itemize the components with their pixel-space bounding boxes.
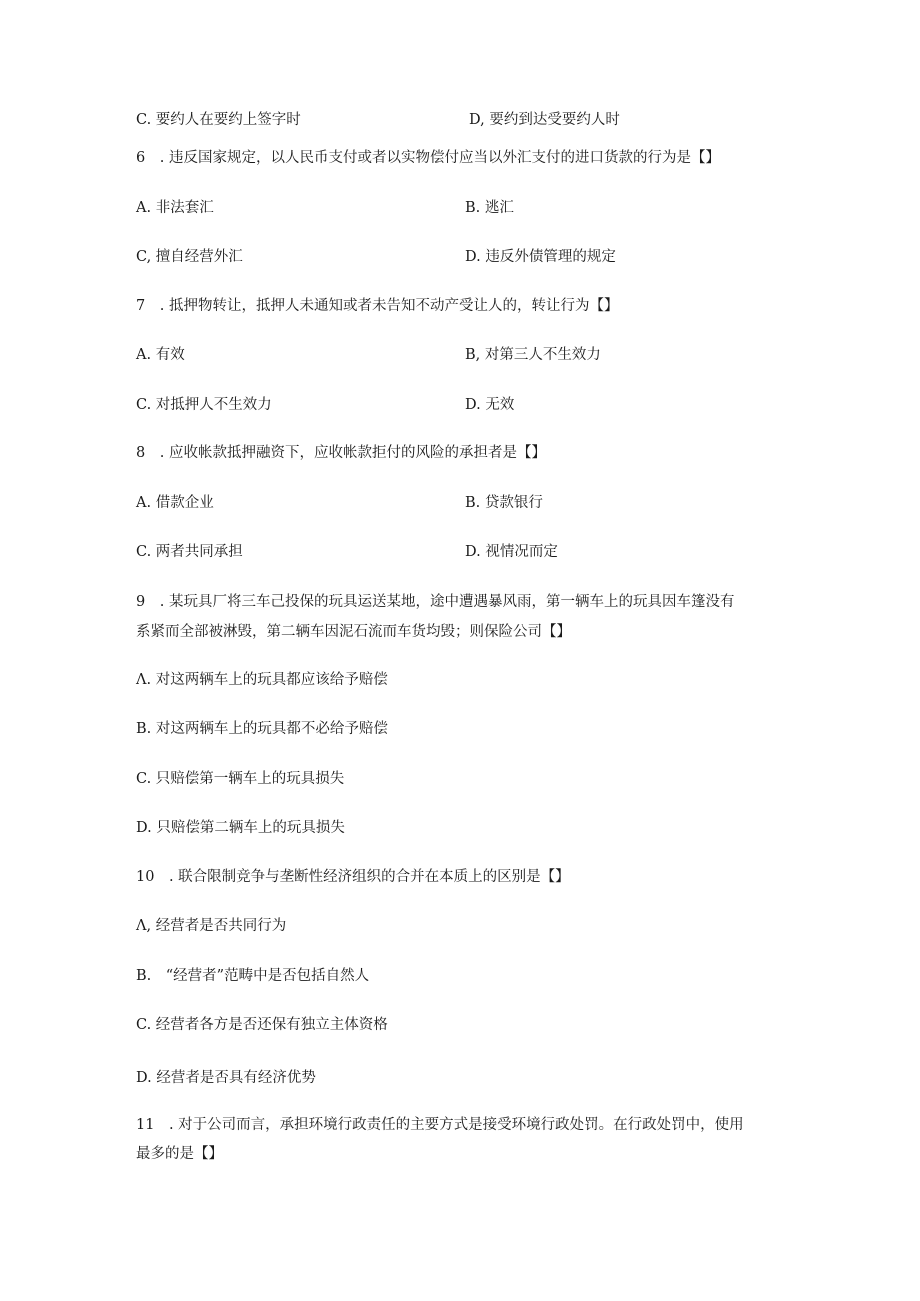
option-d-q9: D. 只赔偿第二辆车上的玩具损失 [136,820,345,836]
option-c-q5: C. 要约人在要约上签字时 [136,112,301,128]
option-d-q10: D. 经营者是否具有经济优势 [136,1070,316,1086]
option-b-q9: B. 对这两辆车上的玩具都不必给予赔偿 [136,721,388,737]
option-b-q7: B, 对第三人不生效力 [465,347,601,363]
question-11-line-2: 最多的是【】 [136,1146,223,1162]
option-c-q6: C, 擅自经营外汇 [136,249,243,265]
question-8: 8 . 应收帐款抵押融资下，应收帐款拒付的风险的承担者是【】 [136,445,546,461]
question-7: 7 . 抵押物转让，抵押人未通知或者未告知不动产受让人的，转让行为【】 [136,298,619,314]
option-a-q7: A. 有效 [136,347,185,363]
question-10: 10 . 联合限制竞争与垄断性经济组织的合并在本质上的区别是【】 [136,869,570,885]
option-a-q10: Λ, 经营者是否共同行为 [136,918,287,934]
question-11-line-1: 11 . 对于公司而言，承担环境行政责任的主要方式是接受环境行政处罚。在行政处罚中，使用 [136,1117,744,1133]
option-d-q6: D. 违反外债管理的规定 [465,249,616,265]
option-d-q5: D, 要约到达受要约人时 [469,112,620,128]
option-a-q8: A. 借款企业 [136,495,214,511]
option-a-q6: A. 非法套汇 [136,200,214,216]
option-b-q10: B. “经营者”范畴中是否包括自然人 [136,968,370,984]
option-d-q7: D. 无效 [465,397,515,413]
question-9-line-1: 9 . 某玩具厂将三车己投保的玩具运送某地，途中遭遇暴风雨，第一辆车上的玩具因车篷没有 [136,594,735,610]
option-b-q8: B. 贷款银行 [465,495,543,511]
option-b-q6: B. 逃汇 [465,200,514,216]
option-d-q8: D. 视情况而定 [465,544,558,560]
option-a-q9: Λ. 对这两辆车上的玩具都应该给予赔偿 [136,672,388,688]
option-c-q9: C. 只赔偿第一辆车上的玩具损失 [136,771,345,787]
option-c-q10: C. 经营者各方是否还保有独立主体资格 [136,1017,388,1033]
option-c-q8: C. 两者共同承担 [136,544,243,560]
question-6: 6 . 违反国家规定，以人民币支付或者以实物偿付应当以外汇支付的进口货款的行为是【】 [136,150,720,166]
option-c-q7: C. 对抵押人不生效力 [136,397,272,413]
question-9-line-2: 系紧而全部被淋毁，第二辆车因泥石流而车货均毁；则保险公司【】 [136,624,571,640]
